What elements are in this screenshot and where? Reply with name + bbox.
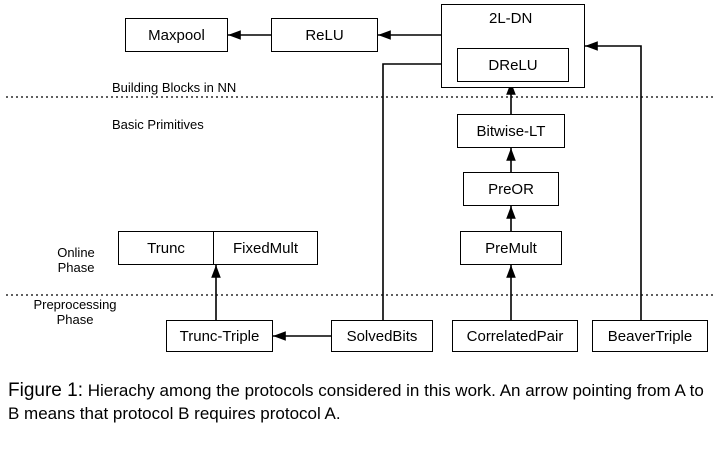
node-relu: ReLU	[271, 18, 378, 52]
band-label-basic-primitives: Basic Primitives	[112, 117, 204, 132]
node-drelu: DReLU	[457, 48, 569, 82]
band-label-online-phase-line2: Phase	[57, 259, 95, 275]
node-beavertriple: BeaverTriple	[592, 320, 708, 352]
node-premult: PreMult	[460, 231, 562, 265]
band-label-preprocessing-phase-line1: Preprocessing	[33, 297, 117, 312]
node-2l-dn-label: 2L-DN	[489, 10, 533, 27]
node-bitwise-lt: Bitwise-LT	[457, 114, 565, 148]
node-trunc: Trunc	[147, 239, 185, 257]
band-label-building-blocks: Building Blocks in NN	[112, 80, 237, 95]
band-label-online-phase-line1: Online	[57, 245, 95, 260]
node-correlatedpair: CorrelatedPair	[452, 320, 578, 352]
band-label-preprocessing-phase	[16, 298, 134, 328]
node-fixedmult: FixedMult	[213, 232, 317, 264]
node-trunc-fixedmult-pair	[118, 231, 318, 265]
node-maxpool: Maxpool	[125, 18, 228, 52]
figure-caption-label: Figure 1:	[8, 380, 83, 401]
node-solvedbits: SolvedBits	[331, 320, 433, 352]
band-label-preprocessing-phase-line2: Phase	[56, 311, 94, 327]
figure-caption-text: Hierachy among the protocols considered in this work. An arrow pointing from A to B means that protocol B requires protocol A.	[8, 381, 704, 424]
figure-caption	[8, 378, 714, 426]
node-trunc-triple: Trunc-Triple	[166, 320, 273, 352]
node-preor: PreOR	[463, 172, 559, 206]
band-label-online-phase	[40, 246, 112, 276]
